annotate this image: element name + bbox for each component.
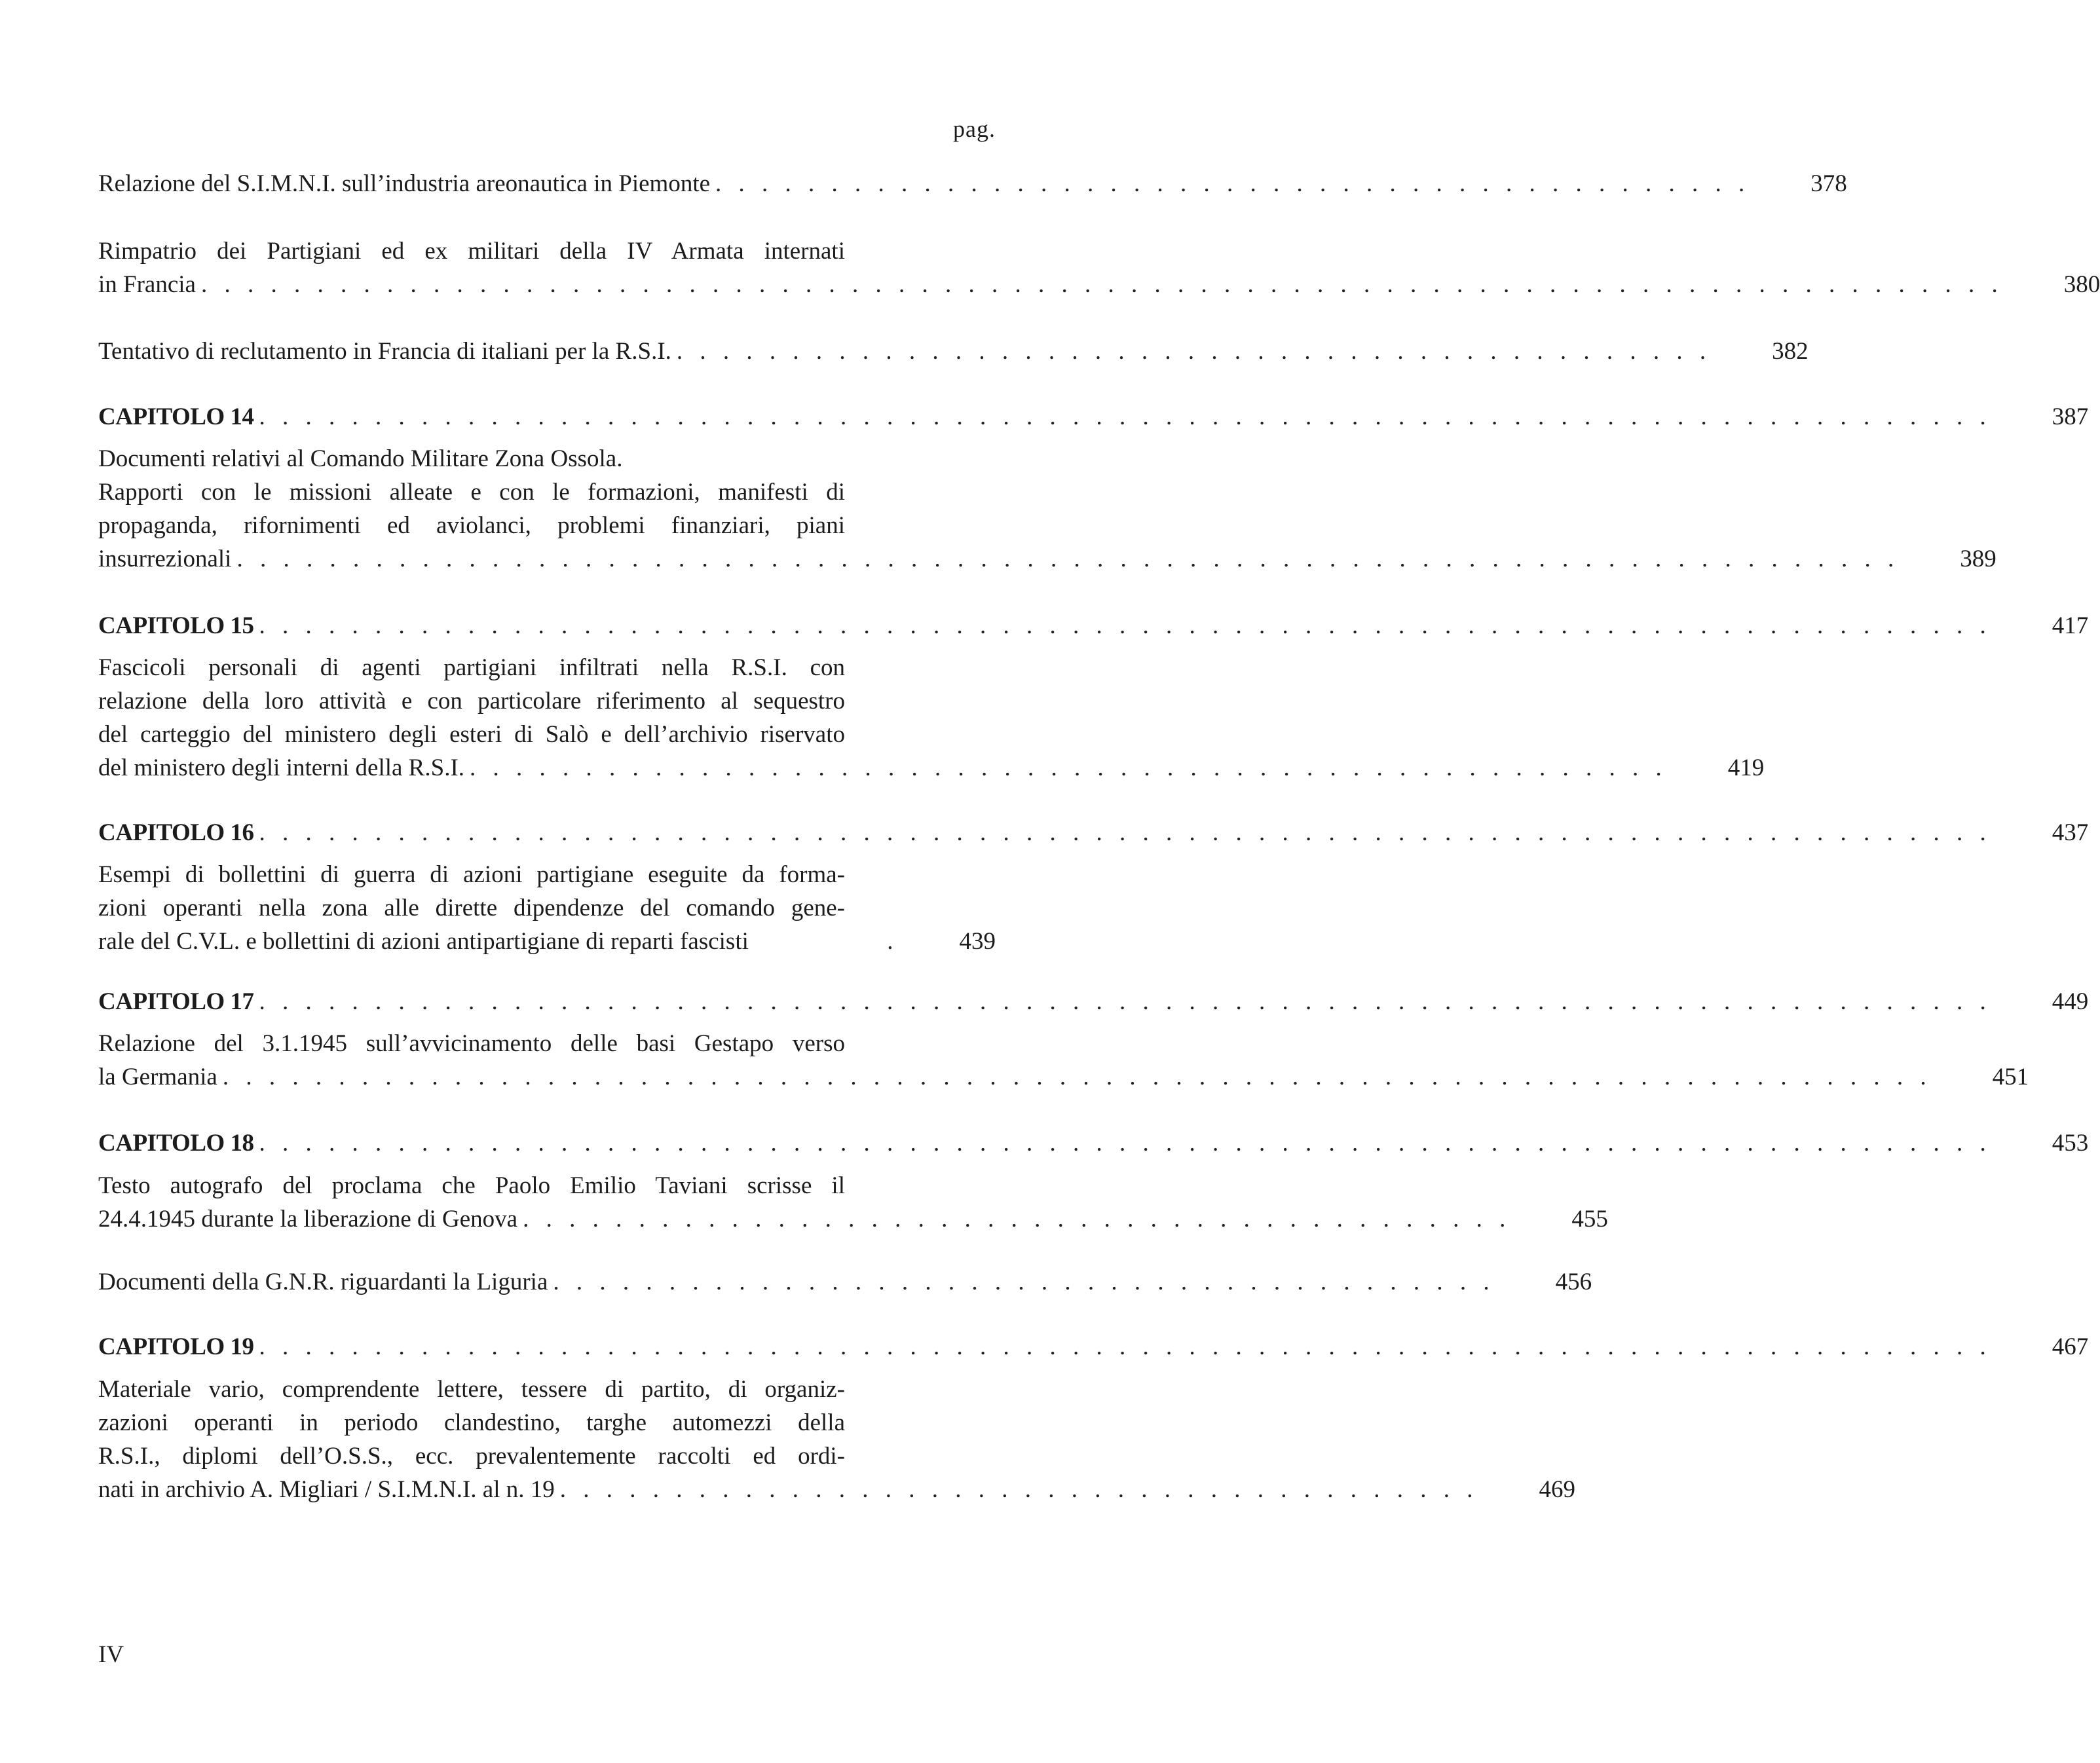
chapter-19-heading — [98, 1330, 2089, 1364]
entry-text-line: in Francia — [98, 271, 196, 298]
entry-text-line: Fascicoli personali di agenti partigiani infiltrati nella R.S.I. con — [98, 654, 845, 681]
entry-text-line: Materiale vario, comprendente lettere, tessere di partito, di organiz- — [98, 1376, 845, 1403]
entry-text-line: rale del C.V.L. e bollettini di azioni antipartigiane di reparti fascisti — [98, 928, 749, 955]
page-number: 380 — [2063, 271, 2100, 298]
chapter-15-description — [98, 651, 1765, 785]
table-of-contents — [98, 0, 2100, 1763]
leader-dots: . . . . . . . . . . . . . . . . . . . . . . . . . . . . . . . . . . . . . . . . . . . — [523, 1206, 1511, 1233]
chapter-15-heading — [98, 609, 2089, 642]
entry-text-line: R.S.I., diplomi dell’O.S.S., ecc. prevalentemente raccolti ed ordi- — [98, 1443, 845, 1470]
entry-text-line: zazioni operanti in periodo clandestino, targhe automezzi della — [98, 1409, 845, 1436]
leader-dots: . . . . . . . . . . . . . . . . . . . . . . . . . . . . . . . . . . . . . . . . . . . . . . . . . . . . . . . . . . . . . . . . . . . . . . . . — [236, 546, 1900, 572]
leader-dots: . . . . . . . . . . . . . . . . . . . . . . . . . . . . . . . . . . . . . . . . . . . . . . . . . . . . — [470, 754, 1668, 781]
leader-dots: . . . . . . . . . . . . . . . . . . . . . . . . . . . . . . . . . . . . . . . . . . . . . . . . . . . . . . . . . . . . . . . . . . . . . . . . . . . — [259, 988, 1992, 1015]
leader-dots: . . . . . . . . . . . . . . . . . . . . . . . . . . . . . . . . . . . . . . . . . . . . . . . . . . . . . . . . . . . . . . . . . . . . . . . . . . . . . . — [200, 271, 2004, 298]
entry-text-line: Documenti relativi al Comando Militare Zona Ossola. — [98, 445, 623, 472]
chapter-19-description — [98, 1373, 1575, 1506]
entry-text-line: Relazione del 3.1.1945 sull’avvicinamento delle basi Gestapo verso — [98, 1030, 845, 1057]
page-number: 389 — [1960, 546, 1997, 572]
chapter-title: CAPITOLO 14 — [98, 403, 254, 430]
page-number: 378 — [1810, 170, 1847, 197]
page-number: 467 — [2052, 1333, 2089, 1360]
toc-entry-simni-report — [98, 167, 1847, 200]
page-number: 456 — [1555, 1269, 1592, 1295]
chapter-14-intro — [98, 442, 1997, 576]
page-number: 469 — [1539, 1476, 1575, 1503]
entry-text-line: del carteggio del ministero degli esteri di Salò e dell’archivio riservato — [98, 721, 845, 748]
chapter-16-heading — [98, 816, 2089, 849]
leader-dots: . . . . . . . . . . . . . . . . . . . . . . . . . . . . . . . . . . . . . . . . . . . . . — [676, 338, 1712, 365]
entry-title: Relazione del S.I.M.N.I. sull’industria areonautica in Piemonte — [98, 170, 711, 197]
page-number: 437 — [2052, 819, 2089, 846]
page-number: 439 — [959, 928, 996, 955]
chapter-title: CAPITOLO 19 — [98, 1333, 254, 1360]
toc-entry-tentativo — [98, 335, 1809, 368]
entry-text-line: del ministero degli interni della R.S.I. — [98, 754, 465, 781]
chapter-18-heading — [98, 1126, 2089, 1160]
entry-text-line: Rapporti con le missioni alleate e con le formazioni, manifesti di — [98, 479, 845, 506]
entry-title: Tentativo di reclutamento in Francia di italiani per la R.S.I. — [98, 338, 671, 365]
leader-dots: . . . . . . . . . . . . . . . . . . . . . . . . . . . . . . . . . . . . . . . . . — [553, 1269, 1495, 1295]
page-number: 417 — [2052, 612, 2089, 639]
leader-dots: . . . . . . . . . . . . . . . . . . . . . . . . . . . . . . . . . . . . . . . . . . . . . . . . . . . . . . . . . . . . . . . . . . . . . . . . . . — [222, 1064, 1932, 1090]
chapter-16-description — [98, 858, 996, 958]
page-number: 387 — [2052, 403, 2089, 430]
entry-text-line: nati in archivio A. Migliari / S.I.M.N.I. al n. 19 — [98, 1476, 555, 1503]
chapter-title: CAPITOLO 18 — [98, 1130, 254, 1157]
entry-text-line: Esempi di bollettini di guerra di azioni partigiane eseguite da forma- — [98, 861, 845, 888]
entry-text-line: Testo autografo del proclama che Paolo Emilio Taviani scrisse il — [98, 1172, 845, 1199]
chapter-18-description — [98, 1169, 1608, 1236]
page-number: 453 — [2052, 1130, 2089, 1157]
leader-dots: . . . . . . . . . . . . . . . . . . . . . . . . . . . . . . . . . . . . . . . . . . . . . . . . . . . . . . . . . . . . . . . . . . . . . . . . . . . — [259, 819, 1992, 846]
leader-dots: . . . . . . . . . . . . . . . . . . . . . . . . . . . . . . . . . . . . . . . . . . . . . . . . . . . . . . . . . . . . . . . . . . . . . . . . . . . — [259, 403, 1992, 430]
chapter-17-heading — [98, 985, 2089, 1018]
entry-text-line: la Germania — [98, 1064, 217, 1090]
page-number: 382 — [1772, 338, 1809, 365]
chapter-title: CAPITOLO 16 — [98, 819, 254, 846]
entry-text-line: Rimpatrio dei Partigiani ed ex militari della IV Armata internati — [98, 238, 845, 265]
page-number: 451 — [1992, 1064, 2029, 1090]
leader-dots: . . . . . . . . . . . . . . . . . . . . . . . . . . . . . . . . . . . . . . . . — [559, 1476, 1478, 1503]
entry-text-line: 24.4.1945 durante la liberazione di Genova — [98, 1206, 518, 1233]
leader-dots: . — [887, 928, 899, 955]
toc-entry-gnr-liguria — [98, 1265, 1592, 1299]
folio-page-number: IV — [98, 1641, 124, 1668]
leader-dots: . . . . . . . . . . . . . . . . . . . . . . . . . . . . . . . . . . . . . . . . . . . . . . . . . . . . . . . . . . . . . . . . . . . . . . . . . . . — [259, 1333, 1992, 1360]
chapter-17-description — [98, 1027, 2029, 1094]
entry-title: Documenti della G.N.R. riguardanti la Liguria — [98, 1269, 548, 1295]
chapter-14-heading — [98, 400, 2089, 434]
entry-text-line: propaganda, rifornimenti ed aviolanci, problemi finanziari, piani — [98, 512, 845, 539]
page-column-label: pag. — [953, 116, 996, 142]
entry-text-line: insurrezionali — [98, 546, 232, 572]
page-number: 449 — [2052, 988, 2089, 1015]
page-number: 419 — [1727, 754, 1765, 781]
leader-dots: . . . . . . . . . . . . . . . . . . . . . . . . . . . . . . . . . . . . . . . . . . . . . — [715, 170, 1750, 197]
leader-dots: . . . . . . . . . . . . . . . . . . . . . . . . . . . . . . . . . . . . . . . . . . . . . . . . . . . . . . . . . . . . . . . . . . . . . . . . . . . — [259, 1130, 1992, 1157]
chapter-title: CAPITOLO 17 — [98, 988, 254, 1015]
toc-entry-rimpatrio — [98, 234, 2100, 301]
leader-dots: . . . . . . . . . . . . . . . . . . . . . . . . . . . . . . . . . . . . . . . . . . . . . . . . . . . . . . . . . . . . . . . . . . . . . . . . . . . — [259, 612, 1992, 639]
entry-text-line: relazione della loro attività e con particolare riferimento al sequestro — [98, 688, 845, 714]
chapter-title: CAPITOLO 15 — [98, 612, 254, 639]
page-number: 455 — [1571, 1206, 1608, 1233]
entry-text-line: zioni operanti nella zona alle dirette dipendenze del comando gene- — [98, 895, 845, 921]
